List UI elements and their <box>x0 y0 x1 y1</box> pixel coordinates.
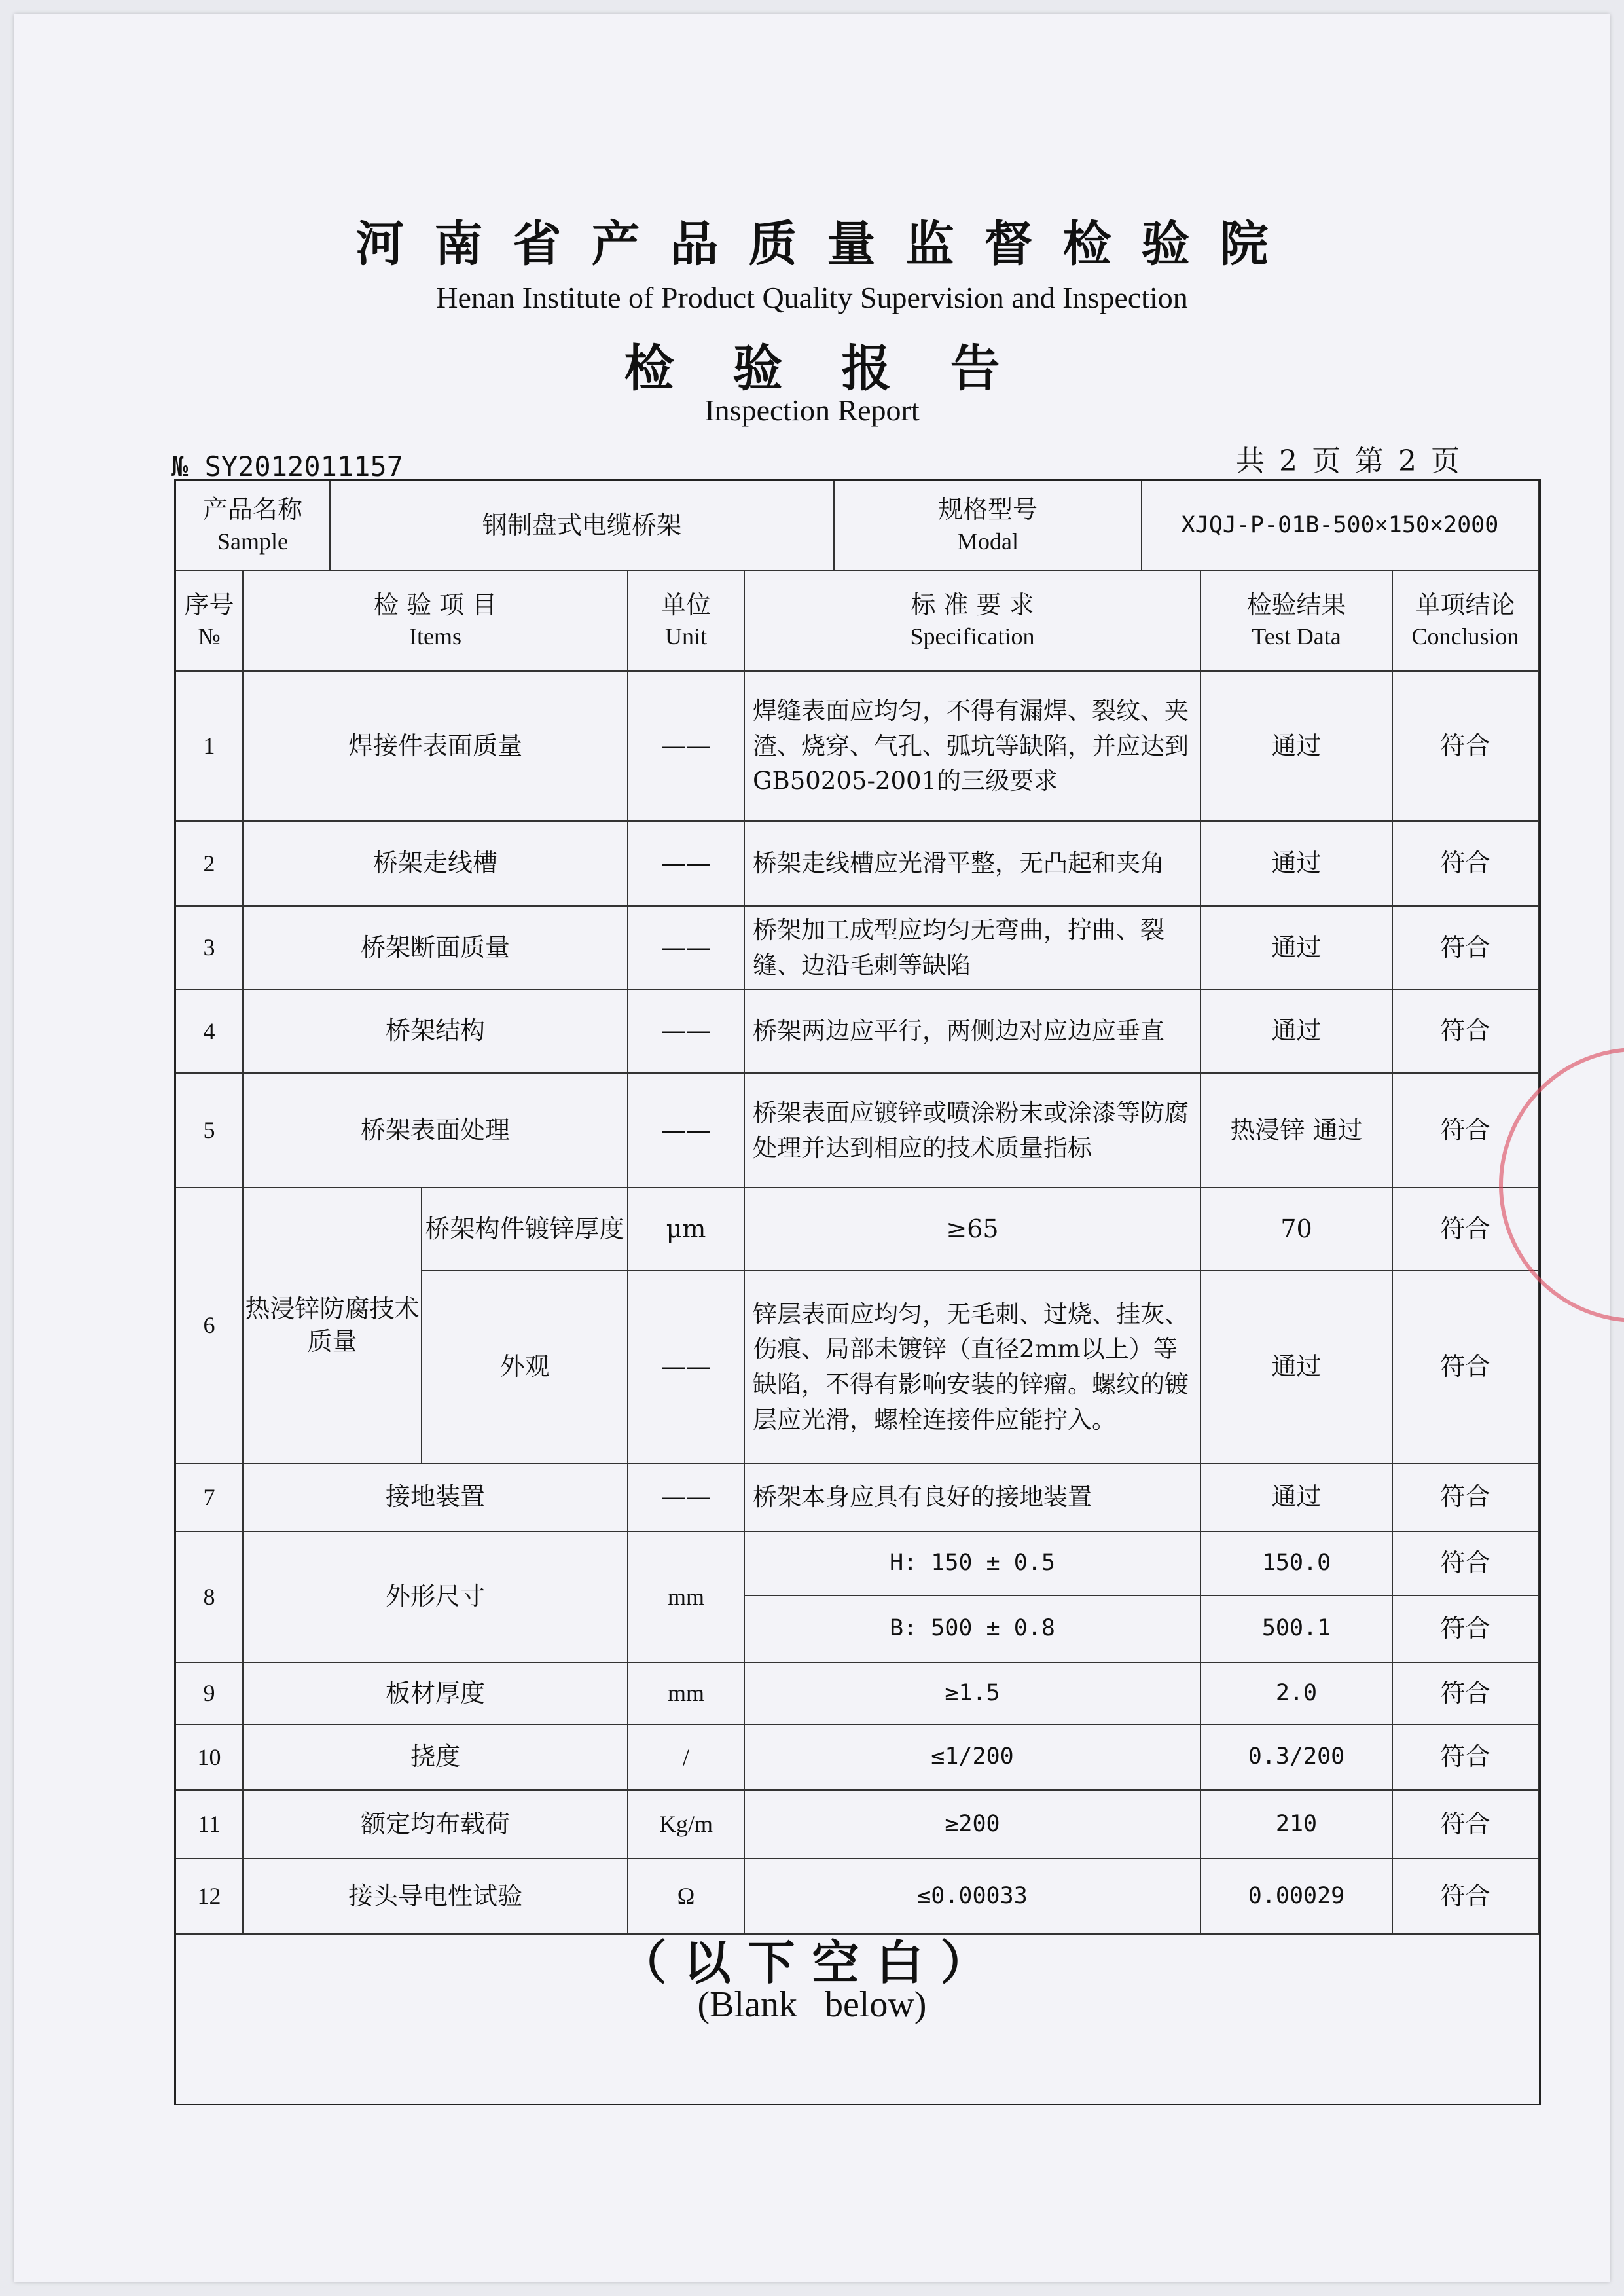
row-unit: —— <box>628 1271 745 1464</box>
columns-conclusion_en: Conclusion <box>1411 623 1519 650</box>
row-conclusion: 符合 <box>1393 1596 1539 1663</box>
row-spec: H: 150 ± 0.5 <box>745 1532 1201 1596</box>
row-item: 接地装置 <box>244 1464 628 1532</box>
row-no: 4 <box>176 990 244 1074</box>
row-unit: —— <box>628 822 745 907</box>
row-unit: —— <box>628 990 745 1074</box>
row-item: 焊接件表面质量 <box>244 672 628 822</box>
row-conclusion: 符合 <box>1393 907 1539 990</box>
row-unit: —— <box>628 1074 745 1188</box>
row-unit: —— <box>628 672 745 822</box>
row-result: 500.1 <box>1201 1596 1393 1663</box>
row-unit: Ω <box>628 1859 745 1935</box>
row-no: 9 <box>176 1663 244 1725</box>
columns-spec_cn: 标 准 要 求 <box>911 590 1034 619</box>
row-item: 桥架表面处理 <box>244 1074 628 1188</box>
row-result: 0.00029 <box>1201 1859 1393 1935</box>
sample-label_en: Sample <box>217 528 288 555</box>
row-spec: 桥架本身应具有良好的接地装置 <box>745 1464 1201 1532</box>
row-no: 5 <box>176 1074 244 1188</box>
row-conclusion: 符合 <box>1393 1464 1539 1532</box>
report-number: № SY2012011157 <box>171 450 404 483</box>
columns-items_en: Items <box>409 623 461 650</box>
row-conclusion: 符合 <box>1393 1725 1539 1791</box>
columns-spec_en: Specification <box>910 623 1035 650</box>
row-unit: —— <box>628 907 745 990</box>
row-result: 通过 <box>1201 672 1393 822</box>
columns-items_cn: 检 验 项 目 <box>373 590 497 619</box>
row-no: 10 <box>176 1725 244 1791</box>
row-no: 2 <box>176 822 244 907</box>
row-result: 通过 <box>1201 1271 1393 1464</box>
row-conclusion: 符合 <box>1393 1188 1539 1271</box>
model-label <box>835 481 1142 571</box>
row-conclusion: 符合 <box>1393 990 1539 1074</box>
row-item: 桥架断面质量 <box>244 907 628 990</box>
col-spec <box>745 571 1201 672</box>
row-no: 6 <box>176 1188 244 1464</box>
row-item: 桥架结构 <box>244 990 628 1074</box>
model-value: XJQJ-P-01B-500×150×2000 <box>1142 481 1539 571</box>
row-item: 热浸锌防腐技术质量 <box>244 1188 422 1464</box>
row-result: 热浸锌 通过 <box>1201 1074 1393 1188</box>
row-item: 接头导电性试验 <box>244 1859 628 1935</box>
row-result: 70 <box>1201 1188 1393 1271</box>
row-spec: ≤1/200 <box>745 1725 1201 1791</box>
row-item: 桥架走线槽 <box>244 822 628 907</box>
report-title-cn: 检验报告 <box>624 339 1059 397</box>
row-unit: μm <box>628 1188 745 1271</box>
sample-label <box>176 481 331 571</box>
col-items <box>244 571 628 672</box>
page-info: 共 2 页 第 2 页 <box>1236 445 1462 478</box>
row-spec: 桥架两边应平行，两侧边对应边应垂直 <box>745 990 1201 1074</box>
row-spec: 焊缝表面应均匀，不得有漏焊、裂纹、夹渣、烧穿、气孔、弧坑等缺陷，并应达到GB50205-2001的三级要求 <box>745 672 1201 822</box>
blank-below-cn: （以下空白） <box>619 1935 1005 1990</box>
report-title-en: Inspection Report <box>704 393 920 427</box>
col-no <box>176 571 244 672</box>
sample-model_label_cn: 规格型号 <box>937 495 1038 524</box>
row-spec: B: 500 ± 0.8 <box>745 1596 1201 1663</box>
col-unit <box>628 571 745 672</box>
row-result: 通过 <box>1201 990 1393 1074</box>
row-spec: ≥65 <box>745 1188 1201 1271</box>
row-conclusion: 符合 <box>1393 1074 1539 1188</box>
row-conclusion: 符合 <box>1393 822 1539 907</box>
row-item: 额定均布载荷 <box>244 1791 628 1859</box>
row-subitem: 外观 <box>422 1271 628 1464</box>
row-unit: —— <box>628 1464 745 1532</box>
row-spec: 桥架加工成型应均匀无弯曲，拧曲、裂缝、边沿毛刺等缺陷 <box>745 907 1201 990</box>
row-unit: / <box>628 1725 745 1791</box>
institute-name-cn: 河南省产品质量监督检验院 <box>355 216 1299 272</box>
row-result: 210 <box>1201 1791 1393 1859</box>
blank-below-en: (Blank below) <box>697 1984 927 2025</box>
row-unit: Kg/m <box>628 1791 745 1859</box>
row-result: 通过 <box>1201 907 1393 990</box>
row-result: 2.0 <box>1201 1663 1393 1725</box>
columns-result_en: Test Data <box>1252 623 1341 650</box>
row-spec: 锌层表面应均匀，无毛刺、过烧、挂灰、伤痕、局部未镀锌（直径2mm以上）等缺陷，不得有影响安装的锌瘤。螺纹的镀层应光滑，螺栓连接件应能拧入。 <box>745 1271 1201 1464</box>
sample-value: 钢制盘式电缆桥架 <box>331 481 835 571</box>
columns-unit_cn: 单位 <box>660 590 711 619</box>
columns-no_cn: 序号 <box>184 590 234 619</box>
row-item: 板材厚度 <box>244 1663 628 1725</box>
row-no: 8 <box>176 1532 244 1663</box>
row-spec: 桥架表面应镀锌或喷涂粉末或涂漆等防腐处理并达到相应的技术质量指标 <box>745 1074 1201 1188</box>
row-spec: ≥200 <box>745 1791 1201 1859</box>
row-result: 150.0 <box>1201 1532 1393 1596</box>
row-conclusion: 符合 <box>1393 1532 1539 1596</box>
row-conclusion: 符合 <box>1393 1791 1539 1859</box>
row-item: 外形尺寸 <box>244 1532 628 1663</box>
row-no: 3 <box>176 907 244 990</box>
row-item: 挠度 <box>244 1725 628 1791</box>
row-subitem: 桥架构件镀锌厚度 <box>422 1188 628 1271</box>
col-result <box>1201 571 1393 672</box>
col-conclusion <box>1393 571 1539 672</box>
row-conclusion: 符合 <box>1393 672 1539 822</box>
row-unit: mm <box>628 1532 745 1663</box>
columns-unit_en: Unit <box>664 623 707 650</box>
columns-no_en: № <box>198 623 221 650</box>
row-no: 12 <box>176 1859 244 1935</box>
row-result: 0.3/200 <box>1201 1725 1393 1791</box>
row-conclusion: 符合 <box>1393 1663 1539 1725</box>
columns-conclusion_cn: 单项结论 <box>1415 590 1515 619</box>
row-spec: ≤0.00033 <box>745 1859 1201 1935</box>
row-spec: ≥1.5 <box>745 1663 1201 1725</box>
row-no: 11 <box>176 1791 244 1859</box>
row-conclusion: 符合 <box>1393 1271 1539 1464</box>
institute-name-en: Henan Institute of Product Quality Supervision and Inspection <box>436 281 1188 314</box>
sample-label_cn: 产品名称 <box>202 495 302 524</box>
row-result: 通过 <box>1201 1464 1393 1532</box>
row-spec: 桥架走线槽应光滑平整，无凸起和夹角 <box>745 822 1201 907</box>
row-result: 通过 <box>1201 822 1393 907</box>
row-unit: mm <box>628 1663 745 1725</box>
columns-result_cn: 检验结果 <box>1246 590 1346 619</box>
sample-model_label_en: Modal <box>957 528 1019 555</box>
row-no: 7 <box>176 1464 244 1532</box>
row-no: 1 <box>176 672 244 822</box>
row-conclusion: 符合 <box>1393 1859 1539 1935</box>
